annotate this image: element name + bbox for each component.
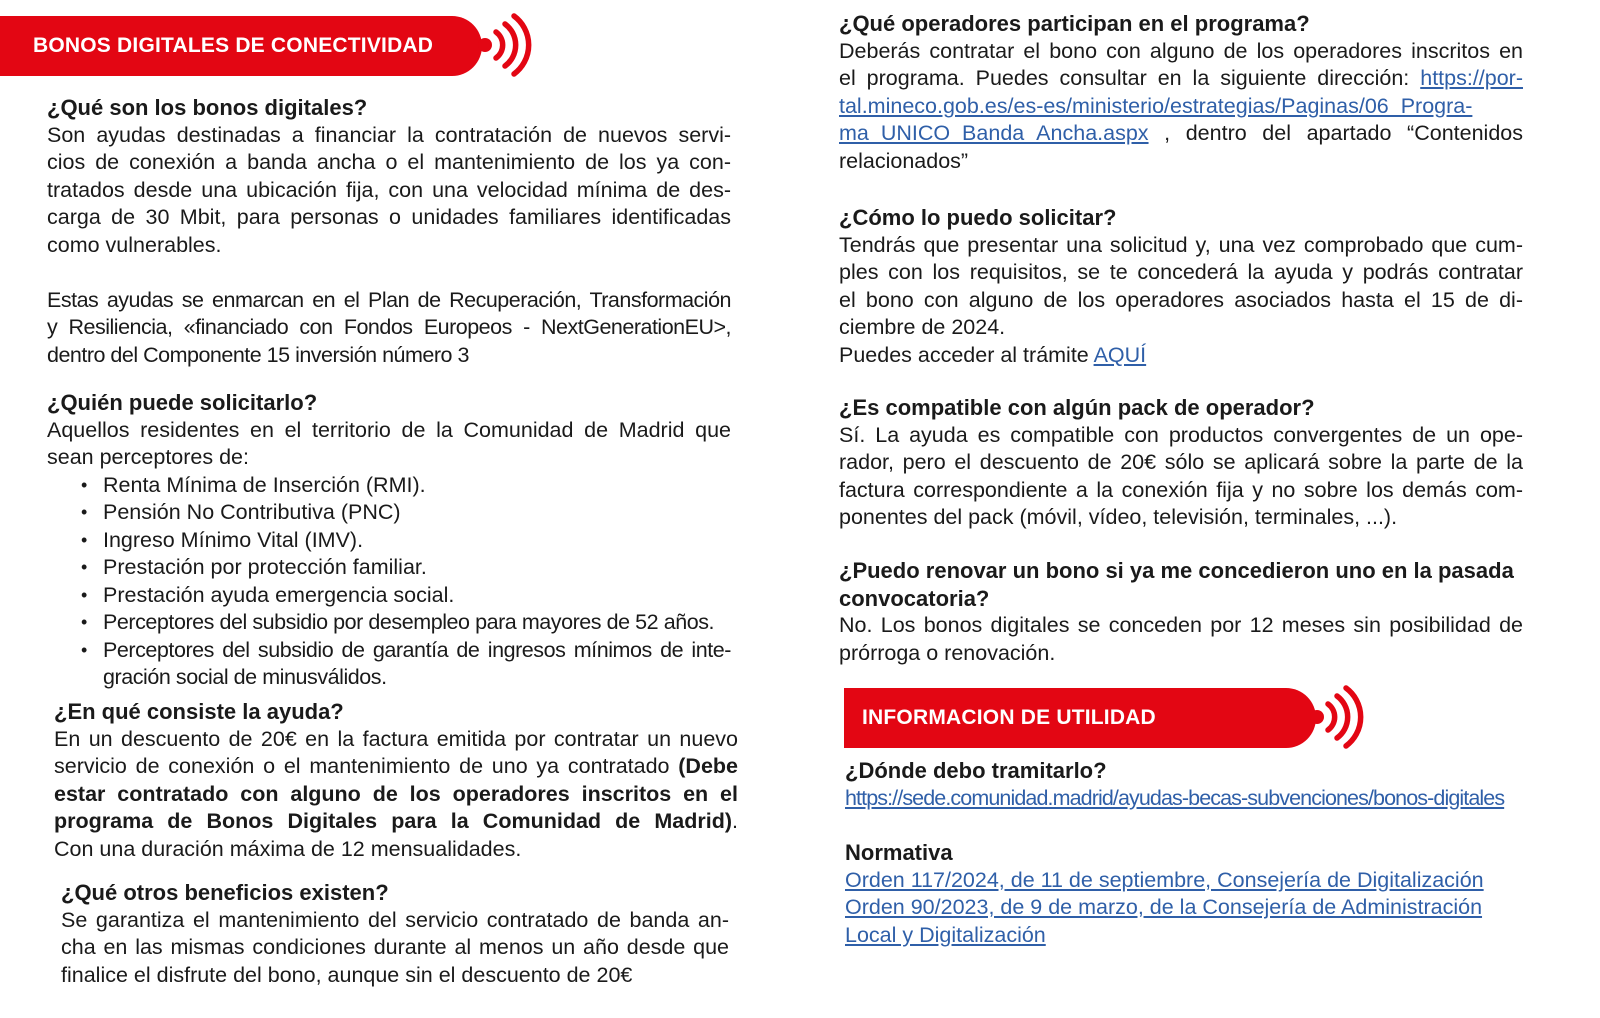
paragraph-line: factura correspondiente a la conexión fija y no sobre los demás com- <box>839 477 1523 502</box>
wifi-signal-icon <box>474 12 534 82</box>
paragraph-line: prórroga o renovación. <box>839 640 1056 665</box>
section-banner-utilidad <box>844 688 1404 748</box>
paragraph-line <box>839 93 1523 121</box>
paragraph-line <box>54 808 738 836</box>
section-banner-bonos <box>0 16 560 76</box>
paragraph-line: Tendrás que presentar una solicitud y, una vez comprobado que cum- <box>839 232 1523 257</box>
paragraph-line: tratados desde una ubicación fija, con una velocidad mínima de des- <box>47 177 731 202</box>
paragraph-line: ples con los requisitos, se te concederá la ayuda y podrás contratar <box>839 260 1523 284</box>
section-en-que-consiste <box>54 698 738 863</box>
question-heading: ¿Qué son los bonos digitales? <box>47 95 368 120</box>
text-span: el programa. Puedes consultar en la siguiente dirección: <box>839 66 1421 90</box>
paragraph-line: finalice el disfrute del bono, aunque sin el descuento de 20€ <box>61 962 633 987</box>
normativa-heading: Normativa <box>845 840 953 865</box>
banner-title: BONOS DIGITALES DE CONECTIVIDAD <box>33 34 434 57</box>
question-heading: ¿Qué otros beneficios existen? <box>61 880 389 905</box>
paragraph-line <box>845 867 1545 895</box>
paragraph-line <box>839 120 1523 148</box>
text-span: . <box>732 809 738 833</box>
paragraph-line: Deberás contratar el bono con alguno de los operadores inscritos en <box>839 38 1523 63</box>
paragraph-line <box>845 785 1535 813</box>
paragraph-line <box>839 65 1523 93</box>
paragraph-line <box>54 753 738 781</box>
operadores-link[interactable]: https://por- <box>1420 66 1523 90</box>
question-heading: ¿Cómo lo puedo solicitar? <box>839 205 1117 230</box>
paragraph-line: carga de 30 Mbit, para personas o unidades familiares identificadas <box>47 205 731 229</box>
normativa-link[interactable]: Orden 117/2024, de 11 de septiembre, Consejería de Digitalización <box>845 867 1484 892</box>
normativa-link[interactable]: Orden 90/2023, de 9 de marzo, de la Consejería de Administración <box>845 895 1483 919</box>
paragraph-line: Sí. La ayuda es compatible con productos convergentes de un ope- <box>839 422 1523 447</box>
paragraph-line: dentro del Componente 15 inversión número 3 <box>47 342 469 367</box>
paragraph-line: como vulnerables. <box>47 232 222 257</box>
section-quien-puede <box>47 389 731 692</box>
paragraph-line <box>839 342 1523 370</box>
paragraph-line: Se garantiza el mantenimiento del servicio contratado de banda an- <box>61 907 729 932</box>
paragraph-line: cha en las mismas condiciones durante al menos un año desde que <box>61 935 729 959</box>
banner-pill <box>844 688 1316 748</box>
section-que-son <box>47 94 731 369</box>
paragraph-line: Aquellos residentes en el territorio de la Comunidad de Madrid que <box>47 417 731 442</box>
operadores-link[interactable]: tal.mineco.gob.es/es-es/ministerio/estrategias/Paginas/06_Progra- <box>839 93 1473 118</box>
list-item: • Perceptores del subsidio por desempleo para mayores de 52 años. <box>47 609 731 637</box>
text-span: , dentro del apartado “Contenidos <box>1148 121 1523 145</box>
banner-pill <box>0 16 482 76</box>
sede-link[interactable]: https://sede.comunidad.madrid/ayudas-becas-subvenciones/bonos-digitales <box>845 785 1505 810</box>
paragraph-line: ponentes del pack (móvil, vídeo, televisión, terminales, ...). <box>839 505 1398 529</box>
paragraph-line <box>845 894 1545 922</box>
section-operadores <box>839 10 1523 175</box>
list-item: • Prestación ayuda emergencia social. <box>47 582 731 610</box>
list-item: • Ingreso Mínimo Vital (IMV). <box>47 527 731 555</box>
bold-text: (Debe <box>678 754 738 778</box>
section-renovar <box>839 557 1523 667</box>
bold-text: programa de Bonos Digitales para la Comunidad de Madrid) <box>54 809 733 833</box>
paragraph-line: No. Los bonos digitales se conceden por 12 meses sin posibilidad de <box>839 613 1523 637</box>
paragraph-line: y Resiliencia, «financiado con Fondos Europeos - NextGenerationEU>, <box>47 315 731 339</box>
banner-title: INFORMACION DE UTILIDAD <box>862 706 1156 729</box>
paragraph-line: ciembre de 2024. <box>839 315 1006 339</box>
paragraph-line: Con una duración máxima de 12 mensualidades. <box>54 836 522 861</box>
paragraph-line: Estas ayudas se enmarcan en el Plan de Recuperación, Transformación <box>47 287 731 312</box>
list-item: • Renta Mínima de Inserción (RMI). <box>47 472 731 500</box>
beneficiary-list <box>47 472 731 692</box>
paragraph-line: rador, pero el descuento de 20€ sólo se aplicará sobre la parte de la <box>839 450 1523 474</box>
question-heading: ¿Qué operadores participan en el programa? <box>839 11 1310 36</box>
section-compatible <box>839 394 1523 532</box>
paragraph-line: sean perceptores de: <box>47 445 249 469</box>
section-donde-tramitar <box>845 757 1535 812</box>
list-item-line: gración social de minusválidos. <box>103 665 387 689</box>
list-item-line: • Perceptores del subsidio de garantía de ingresos mínimos de inte- <box>103 637 731 662</box>
question-heading: ¿Quién puede solicitarlo? <box>47 390 318 415</box>
question-heading: ¿Dónde debo tramitarlo? <box>845 758 1107 783</box>
text-span: Puedes acceder al trámite <box>839 342 1094 367</box>
paragraph-line: relacionados” <box>839 148 969 173</box>
section-normativa <box>845 839 1545 949</box>
question-heading: ¿En qué consiste la ayuda? <box>54 699 344 724</box>
paragraph-line: cios de conexión a banda ancha o el mantenimiento de los ya con- <box>47 150 731 174</box>
operadores-link[interactable]: ma_UNICO_Banda_Ancha.aspx <box>839 121 1149 145</box>
question-heading: ¿Puedo renovar un bono si ya me concedieron uno en la pasada <box>839 558 1514 583</box>
paragraph-line: En un descuento de 20€ en la factura emitida por contratar un nuevo <box>54 726 738 751</box>
list-item: • Prestación por protección familiar. <box>47 554 731 582</box>
section-como-solicitar <box>839 204 1523 369</box>
list-item: • Pensión No Contributiva (PNC) <box>47 499 731 527</box>
question-heading: ¿Es compatible con algún pack de operador? <box>839 395 1315 420</box>
aqui-link[interactable]: AQUÍ <box>1093 342 1147 367</box>
normativa-link[interactable]: Local y Digitalización <box>845 922 1046 947</box>
paragraph-line: estar contratado con alguno de los operadores inscritos en el <box>54 781 738 806</box>
paragraph-line: el bono con alguno de los operadores asociados hasta el 15 de di- <box>839 287 1523 312</box>
paragraph-line <box>845 922 1545 950</box>
section-otros-beneficios <box>61 879 729 989</box>
paragraph-line: Son ayudas destinadas a financiar la contratación de nuevos servi- <box>47 122 731 147</box>
list-item <box>47 637 731 692</box>
wifi-signal-icon <box>1306 684 1366 754</box>
question-heading: convocatoria? <box>839 585 990 611</box>
text-span: servicio de conexión o el mantenimiento de uno ya contratado <box>54 754 679 778</box>
